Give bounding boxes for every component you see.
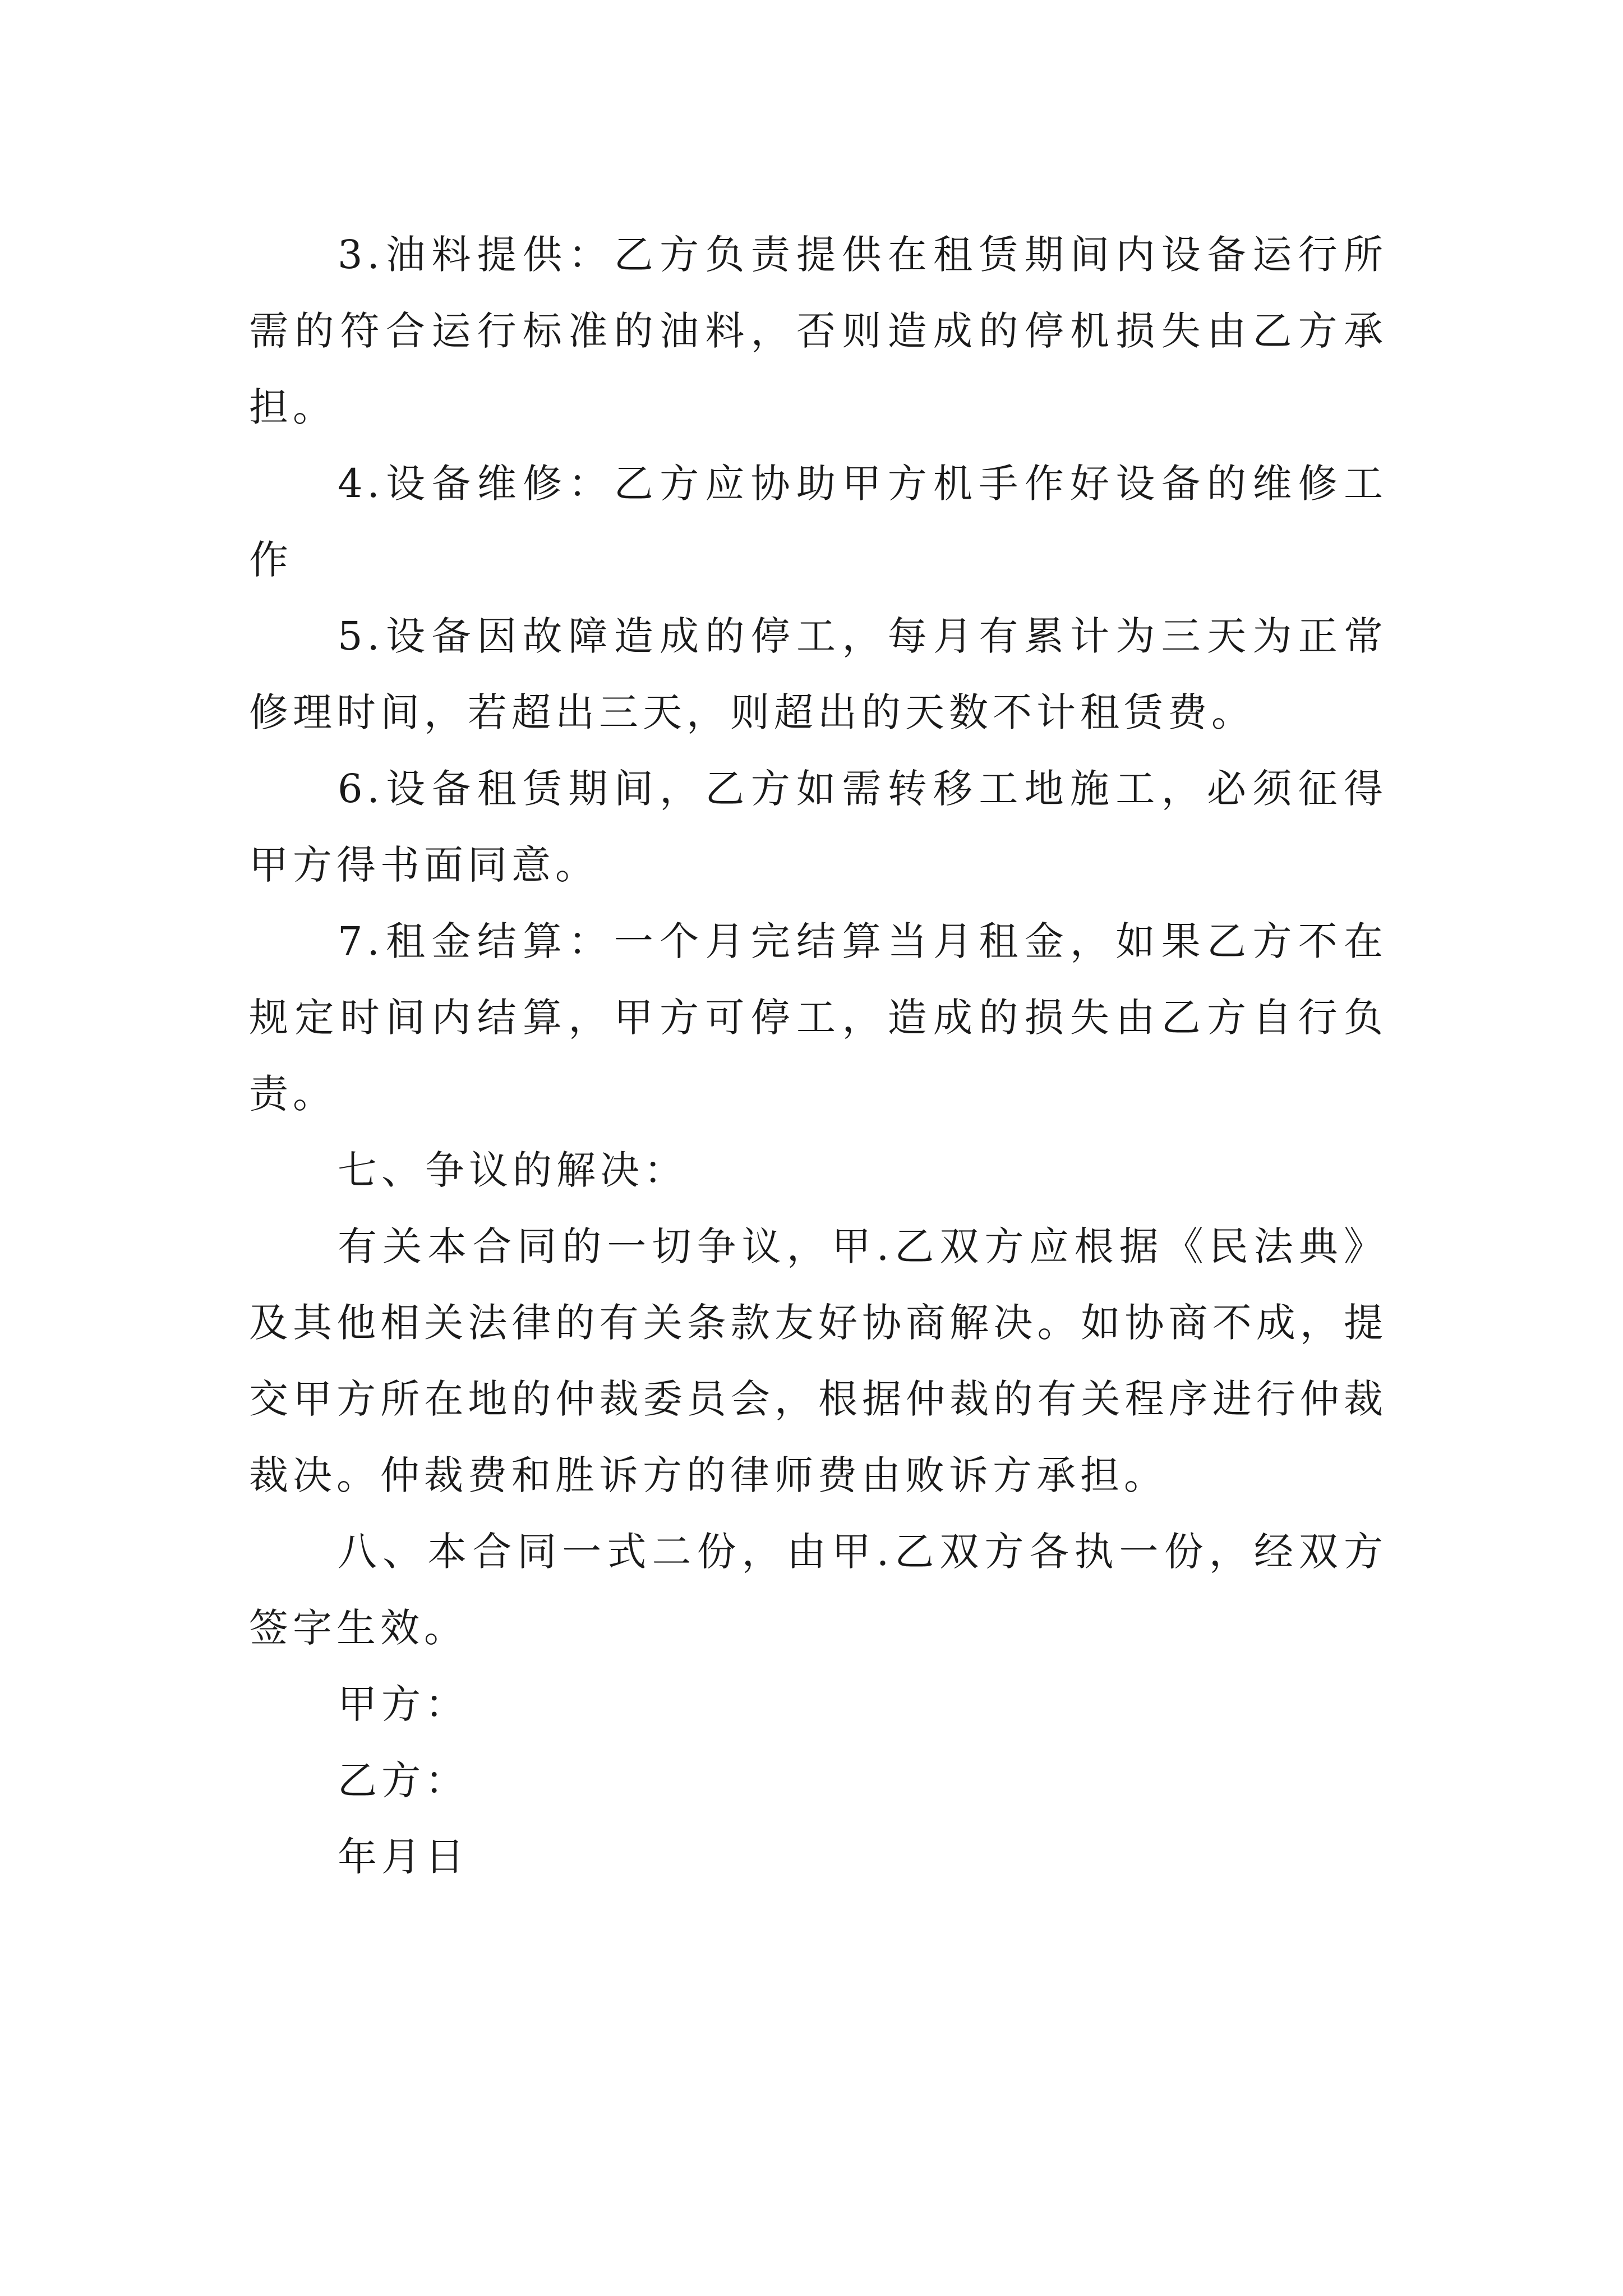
- clause-site-transfer: 6.设备租赁期间，乙方如需转移工地施工，必须征得甲方得书面同意。: [249, 766, 1387, 888]
- signature-date: 年月日: [338, 1834, 469, 1880]
- clause-rent-settlement: 7.租金结算：一个月完结算当月租金，如果乙方不在规定时间内结算，甲方可停工，造成的损失由乙方自行负责。: [249, 918, 1387, 1117]
- clause-downtime: 5.设备因故障造成的停工，每月有累计为三天为正常修理时间，若超出三天，则超出的天数不计租赁费。: [249, 613, 1387, 735]
- section-heading-dispute: 七、争议的解决：: [338, 1147, 688, 1193]
- clause-equipment-maintenance: 4.设备维修：乙方应协助甲方机手作好设备的维修工作: [249, 461, 1387, 583]
- clause-dispute-resolution: 有关本合同的一切争议，甲.乙双方应根据《民法典》及其他相关法律的有关条款友好协商解决。如协商不成，提交甲方所在地的仲裁委员会，根据仲裁的有关程序进行仲裁裁决。仲裁费和胜诉方的律师费由败诉方承担。: [249, 1223, 1387, 1498]
- clause-fuel-supply: 3.油料提供：乙方负责提供在租赁期间内设备运行所需的符合运行标准的油料，否则造成的停机损失由乙方承担。: [249, 232, 1387, 430]
- signature-party-b: 乙方：: [338, 1757, 469, 1803]
- document-body: [249, 217, 1387, 1895]
- clause-copies: 八、本合同一式二份，由甲.乙双方各执一份，经双方签字生效。: [249, 1529, 1387, 1651]
- signature-party-a: 甲方：: [338, 1681, 469, 1727]
